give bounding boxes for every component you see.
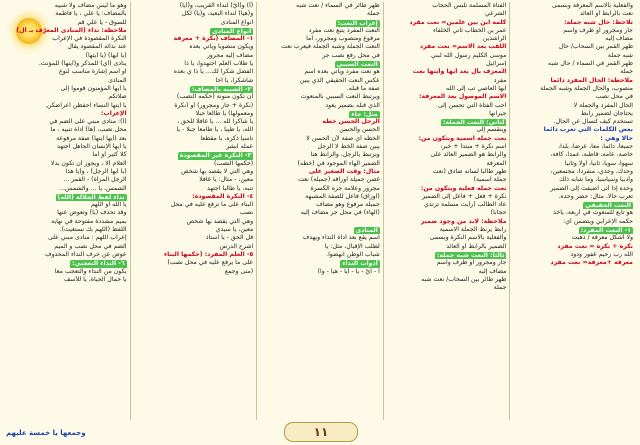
text-line: كلا كثير أو أما	[92, 151, 127, 159]
text-line: (نكرة + جار ومجرور) أو (نكرة	[174, 101, 254, 109]
text-line: يا شاكرا لله ... يا غافلا للحق ،	[177, 118, 254, 126]
text-line: شبه جملة	[607, 51, 633, 59]
text-line: معين، يا سيدي	[215, 226, 254, 234]
text-line: المنادى	[108, 76, 127, 84]
text-line: وحده إذا أتى أضيفت إلى الضمير	[550, 184, 633, 192]
text-line: اسم نكرة + مبتدأ + خبر،	[440, 143, 507, 151]
text-line: منصوب، والحال الجملة وشبه الجملة	[540, 84, 633, 92]
text-line: حجابا)	[490, 209, 507, 217]
text-line: الحسن والحسن	[339, 126, 380, 134]
text-line: جيرانها	[489, 109, 507, 117]
text-line: الضمير بالرابط أو العائد	[446, 242, 507, 250]
text-line: البناء على ما ترفع عليه في محل	[170, 201, 254, 209]
text-line: مفرد	[493, 76, 507, 84]
section-heading: لثاني: النعت الجملة:	[443, 119, 505, 127]
text-line: الله رب رحيم غفور ودود	[570, 250, 633, 258]
column-3	[256, 2, 383, 420]
text-line: ومعمولها) يا طالعا جبلا	[195, 109, 254, 117]
text-line: يكون من النداء والتعجب معا	[54, 267, 127, 275]
section-heading: النعت السببي	[336, 61, 378, 69]
text-line: وأدبيا وسياسيا، وما شابه ذلك	[559, 176, 633, 184]
text-line: جار ومجرور أو ظرف واسم	[436, 259, 507, 267]
text-line: النكرة المقصودة في الإعراب	[52, 35, 127, 43]
text-line	[513, 201, 633, 209]
text-line: وهي التي يقصد بها شخص	[186, 217, 254, 225]
text-line: نعت جملة اسمية ويتكون من:	[418, 134, 507, 142]
section-heading: ٣- النكرة غير المقصودة	[179, 152, 252, 160]
text-line: صفة ما قبله.	[346, 84, 380, 92]
text-line: اسم يقع بعد أداة النداء ويهدف	[302, 234, 380, 242]
text-line: هو تابع للمنعوت في أربعة، يأخذ	[553, 209, 633, 217]
text-line: يا جمال الحياة، يا للأسف	[64, 275, 127, 283]
section-heading: إعراب النعت:	[337, 19, 378, 27]
text-line: الإعراب:	[101, 109, 127, 117]
text-line: الاسم الموصول بعد المعرفة:	[418, 93, 507, 101]
text-line	[134, 27, 254, 35]
text-line: مثال: وقت الصغير على	[308, 167, 380, 175]
text-line	[260, 226, 380, 234]
text-line: الخطه أي صفة لأن الحسن لا	[306, 134, 380, 142]
text-line: تعرب حالا. مثال: حضر وحده.	[558, 192, 633, 200]
text-line: نكرة + فعل + فاعل إلى الضمير	[422, 192, 507, 200]
text-line: يا أيتها النساء احفظن أعراضكن.	[44, 101, 127, 109]
text-line: إسرائيل	[486, 60, 507, 68]
text-line: الفتاة المسلمة تلبس الحجاب	[432, 2, 507, 9]
text-line: في محل رفع نصب جر	[322, 51, 380, 59]
text-line: يبين صفة الخط لا الرجل	[317, 143, 380, 151]
text-line	[387, 118, 507, 126]
text-line: يا طلاب العلم اجتهدوا، يا ذا	[184, 60, 254, 68]
section-heading: المنادى	[355, 227, 378, 235]
text-line	[134, 151, 254, 159]
text-line: مضاف إليه	[605, 35, 633, 43]
section-heading: ٦- النداء التعجبي:	[71, 260, 125, 268]
text-line: اشرح الدرس	[219, 242, 254, 250]
section-heading: ٢- الشبيه بالمضاف:	[191, 85, 252, 93]
text-line: ظهر طائر بين السحاب/ نعت شبه	[421, 275, 507, 283]
text-line: الذي قبله بضمير يعود	[325, 101, 380, 109]
text-line: جميعا، دائما، معا، عرضا، بلدا،	[558, 143, 633, 151]
text-line: عند ندائه المقصود يقال	[67, 43, 127, 51]
text-line: جملة	[493, 284, 507, 292]
text-line: الضم في محل نصب و الميم	[54, 242, 127, 250]
text-line: هو نعت مفرد ويأتي بعده اسم	[304, 68, 380, 76]
page-number: ١١	[284, 422, 358, 442]
text-line: (يا أيها) (يا أيتها)	[85, 51, 127, 59]
text-line: ظهر القمر بين السحاب/ حال	[558, 43, 633, 51]
text-line: يحتاجان لضمير رابط	[580, 109, 633, 117]
text-line: نصب	[240, 209, 254, 217]
text-line: يا أيها الإنسان الجاهل اجتهد	[57, 143, 127, 151]
text-line: محل نصب، (ها) أداة تنبيه ، ما	[50, 126, 127, 134]
text-line	[260, 110, 380, 118]
text-line: أو أسم إشارة مناسب لنوع	[59, 68, 127, 76]
text-line: يا الله أو اللهم	[90, 201, 127, 209]
text-columns	[4, 2, 636, 420]
text-line: الحال المفرد والجملة لا	[573, 101, 633, 109]
text-line: وحدك، وحدي، منفردا، مجتمعين،	[550, 167, 633, 175]
text-line: الرجل الحسن خطه	[322, 118, 380, 126]
text-line: عمر بن الخطاب ثاني الخلفاء	[432, 26, 507, 34]
text-line: مجرور وعلامة جره الكسرة	[310, 184, 380, 192]
text-line	[7, 259, 127, 267]
text-line: أ - أيْ - يا - أيا - هيا - وا)	[317, 267, 380, 275]
text-line: للسوق - يا علي قم	[77, 18, 127, 26]
text-line: اللفظ (اللهم بك نستغيث).	[59, 226, 127, 234]
text-line: أن تكون منونة (حكمه النصب)	[176, 93, 254, 101]
text-line: الراشدين	[482, 35, 507, 43]
text-line: عاد الطالب (رأيت مسلمة ترتدي	[424, 201, 507, 209]
column-2	[383, 2, 510, 420]
text-line: حكمه الإعرابي ويتضمن أي:	[563, 217, 633, 225]
text-line: غصن جميلة أوراقه (جميلة) نعت	[298, 176, 380, 184]
text-line: ويرتبط بالرجل، والرابط هنا	[310, 151, 380, 159]
text-line: نعت جملة فعلية ويتكون من:	[420, 184, 507, 192]
text-line: المعرف بأل بعد أيها وأيتها نعت	[412, 68, 507, 76]
text-line: الشمس، يا ... والشمس...	[59, 184, 127, 192]
text-line	[260, 259, 380, 267]
column-4	[130, 2, 257, 420]
text-line: كلمة ابن بين علمين= نعت مفرد	[409, 18, 507, 26]
text-line: ظهر القمر في السماء / حال شبه	[548, 60, 633, 68]
text-line: الله، يا طيبا ، يا طامعا جبلا - يا	[176, 126, 254, 134]
text-line: بعض الكلمات التي تعرب دائما	[543, 126, 633, 134]
text-line: وقد تحذف (يا) وتعوض عنها	[57, 209, 127, 217]
section-heading: ثالثا: النعت شبه جملة:	[436, 251, 505, 259]
text-line: (أوراق) فاعل للصفة المشبهة	[305, 192, 380, 200]
text-line: ملاحظة: لابد من وجود ضمير	[420, 217, 507, 225]
text-line: عوض عن حرف النداء المحذوف	[45, 250, 127, 258]
text-line: (متى وجمع	[224, 267, 254, 275]
text-line: النعت المفرد يتبع نعت مفرد	[308, 26, 380, 34]
text-line	[260, 218, 380, 226]
text-line: والرابط هو الضمير العائد على	[430, 151, 507, 159]
text-line: جملة	[620, 68, 633, 76]
text-line: ٥- العلم المفرد: (حكمها البناء	[163, 250, 254, 258]
text-line: أحب الفتاة التي تحسن إلى	[437, 101, 507, 109]
text-line: (حكمها النصب)	[213, 159, 254, 167]
column-1	[509, 2, 636, 420]
text-line: الضمير الهاء الموجود في (خطه)	[297, 159, 380, 167]
text-line: ١- المضاف (نكرة + معرفة	[173, 35, 254, 43]
text-line: (أ): منادى مبني على الضم في	[49, 118, 127, 126]
text-line	[260, 60, 380, 68]
text-line	[7, 193, 127, 201]
text-line: وهو ما ليس مضاف ولا شبيه	[54, 2, 127, 9]
section-heading: نداء لفظ الجلالة (الله)	[57, 193, 125, 201]
text-line	[387, 251, 507, 259]
section-heading: ١- النعت المفرد:	[580, 227, 631, 235]
text-line: (الهاء) في محل جر مضاف إليه	[300, 209, 380, 217]
text-line: جار ومجرور أو ظرف واسم	[563, 26, 633, 34]
text-line	[134, 85, 254, 93]
text-line: والفعلية بالاسم النكرة وبسمى	[429, 234, 507, 242]
text-line: نكرة + نكرة = نعت مفرد	[557, 242, 633, 250]
text-line: ويرتبط النعت السببي بالمنعوت	[300, 93, 380, 101]
text-line: أنواع المنادى	[220, 18, 254, 26]
text-line: ولا أشكل معرفة / ذهبت	[571, 234, 633, 242]
text-line: وينقسم إلى	[476, 126, 507, 134]
text-line: تلاحظ: حال شبه جملة:	[564, 18, 633, 26]
section-heading: النعت الحقيقي	[585, 202, 631, 210]
text-line: ينادى (أي) للمذكر و(أيتها) للمؤنث،	[38, 60, 127, 68]
text-line: جملة	[367, 10, 380, 18]
text-line: على ما يرفع عليه في محل نصب)	[167, 259, 254, 267]
text-line: شاشكرا، يا أخا	[215, 76, 254, 84]
text-line: يا أيها المؤمنون قوموا إلى	[60, 84, 127, 92]
text-line: جميلة مرفوع وهو مضاف	[316, 201, 380, 209]
text-line: ويكون منصوبا ويأتي بعده	[189, 43, 254, 51]
text-line: لطلب الإقبال، مثل: يا	[324, 242, 380, 250]
footer-note: وجمعها يا خمسة عليهم	[6, 428, 86, 437]
text-line: معين، - مثال: يا غافلا	[199, 176, 254, 184]
text-line: ظهر طائر في السماء / نعت شبه	[296, 2, 380, 9]
text-line: وهي التي لا يقصد بها شخص	[181, 167, 254, 175]
text-line: الفضل شكرا لك... يا ذا ي بعده	[173, 68, 254, 76]
text-line: مضاف إليه مجرور	[206, 51, 254, 59]
text-line: (يا أيها الرجل) ، و(يا هذا	[65, 167, 127, 175]
text-line: موسى الكليم رسول الله لبني	[431, 51, 507, 59]
text-line: ملاحظة: الحال المفرد دائما	[550, 76, 633, 84]
text-line: في محل نصب	[595, 93, 633, 101]
text-line: نعت بالرابط أو العائد	[579, 10, 633, 18]
text-line: تستخدم كيف لتسأل عن الحال.	[553, 118, 633, 126]
text-line	[513, 226, 633, 234]
text-line: الرجل المرأة) - القمر ...	[63, 176, 127, 184]
text-line: جملة اسمية)	[473, 176, 507, 184]
text-line: سهوا، سويا، ثانيا، أولا وثانيا	[564, 159, 633, 167]
text-line: بميم مشددة مفتوحة في نهاية	[51, 217, 127, 225]
text-line: صلاتكم	[108, 93, 127, 101]
section-heading: أنواع المنادى	[212, 27, 252, 35]
text-line: اللقب بعد الاسم= نعت مفرد	[419, 43, 507, 51]
text-line: إعراب اللهم : منادى مبني على	[47, 234, 127, 242]
text-line: ناسيا ذكره، يا مقطعا	[200, 134, 254, 142]
text-line: (أ) و(أيّ) لنداء القريب، و(أيا)	[179, 2, 254, 9]
text-line: بالمضاف: يا علي ، يا فاطمة	[55, 10, 127, 18]
text-line: قل الحق - يا أستاذ	[205, 234, 254, 242]
section-heading: أدوات النداء	[342, 260, 378, 268]
text-line: عكس النعت الحقيقي الذي يبين	[299, 76, 380, 84]
section-heading: مثل: جاء	[351, 110, 378, 118]
column-5	[4, 2, 130, 420]
text-line: الشرعي	[485, 10, 507, 18]
text-line: ملاحظة: نداء (المنادى المعرّف بـ أل)	[16, 26, 127, 34]
text-line: معرفة +معرفة= نعت مفرد	[550, 259, 633, 267]
text-line: شباب الوطن انهضوا.	[326, 250, 380, 258]
text-line: خاصة، عامة، قاطبة، عمدا، كافة،	[550, 151, 633, 159]
text-line: العلام ألا ، ويجوز أن تكون بدلا	[50, 159, 127, 167]
text-line: بعد (أيها أيتها) صفة مرفوعة	[56, 134, 127, 142]
text-line	[260, 19, 380, 27]
text-line: مضاف إليه	[478, 267, 507, 275]
text-line: ظهر طالبا لسانه صادق (نعت	[432, 167, 507, 175]
text-line: والفعلية بالاسم المعرفة وبسمى	[551, 2, 633, 9]
text-line: عمله ابشر	[226, 143, 254, 151]
page-footer	[0, 420, 640, 445]
text-line: رابط يربط الجملة الاسمية	[439, 226, 507, 234]
text-line: ٤- النكرة المقصودة:	[192, 192, 254, 200]
text-line: المعرفة	[486, 159, 507, 167]
text-line: النعت الجملة وشبه الجملة فيعرب نعت	[281, 43, 380, 51]
text-line: تنبه، يا طالبا اجتهد	[206, 184, 254, 192]
text-line: حالا وهي :	[600, 134, 633, 142]
text-line: مرفوع ومنصوب ومجرور، أما	[306, 35, 380, 43]
text-line: أيها العاصي تب إلى الله	[445, 84, 507, 92]
text-line: و(هيا) لنداء البعيد، و(يا) لكل	[181, 10, 254, 18]
